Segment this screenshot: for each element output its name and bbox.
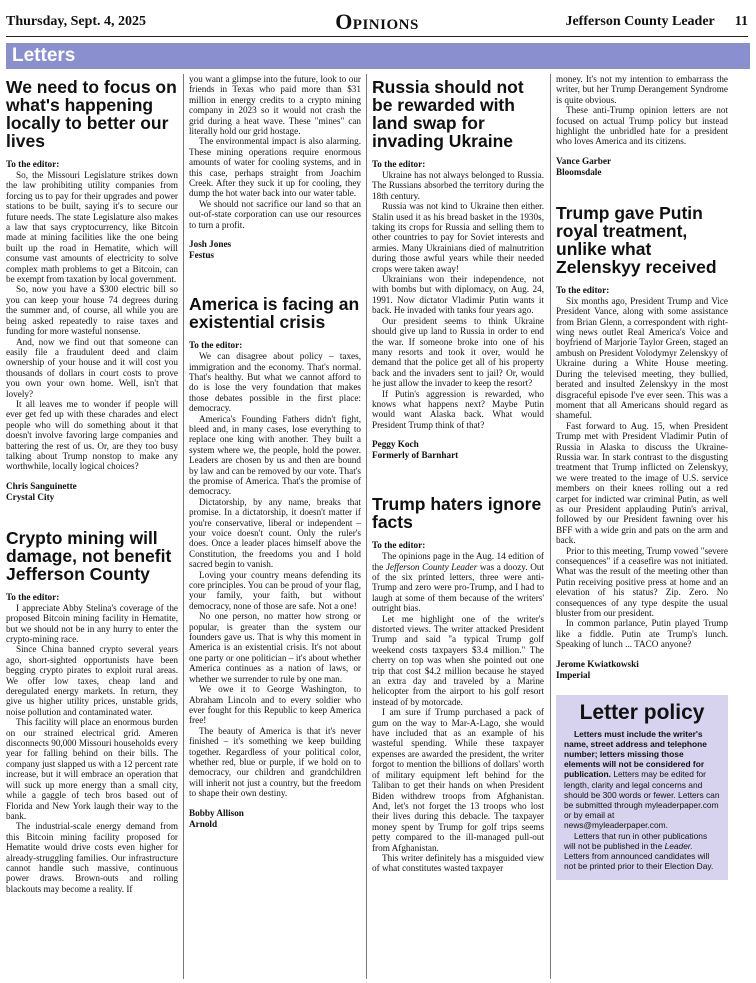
paragraph: The opinions page in the Aug. 14 edition of the Jefferson County Leader was a doozy. Out of the six printed letters, three were anti-Trump and zero were pro-Trump, and I had to laugh at some of them because of the writers' outright bias.	[372, 551, 544, 614]
policy-title: Letter policy	[579, 700, 705, 724]
letter-existential-crisis	[189, 295, 361, 829]
paragraph: Dictatorship, by any name, breaks that promise. In a dictatorship, it doesn't matter if you're conservative, liberal or independent – your voice doesn't count. Only the ruler's does. Once a leader places himself above the Constitution, the freedoms you and I hold sacred begin to vanish.	[189, 496, 361, 570]
paragraph: Six months ago, President Trump and Vice President Vance, along with some assistance from Brian Glenn, a correspondent with right-wing news outlet Real America's Voice and boyfriend of Marjorie Taylor Green, staged an ambush on President Volodymyr Zelenskyy of Ukraine during a White House meeting. During the televised meeting, they bullied, berated and insulted Zelenskyy in the most disgraceful episode I've ever seen. This was a moment that all Americans should regard as shameful.	[556, 295, 728, 421]
letter-trump-haters-continued	[556, 74, 728, 178]
policy-paragraph: Letters that run in other publications will not be published in the Leader. Letters from announced candidates will not be printed prior to their Election Day.	[564, 830, 714, 872]
column-2	[189, 74, 361, 979]
paragraph: The environmental impact is also alarming. These mining operations require enormous amounts of water for cooling systems, and in this case, perhaps straight from Joachim Creek. After they suck it up for cooling, they dump the hot water back into our water table.	[189, 136, 361, 199]
column-rule	[366, 74, 367, 979]
author-town: Formerly of Barnhart	[372, 450, 459, 461]
author-town: Bloomsdale	[556, 166, 602, 177]
paragraph: We should not sacrifice our land so that an out-of-state corporation can use our resources to turn a profit.	[189, 198, 361, 230]
column-3	[372, 74, 544, 979]
paragraph: money. It's not my intention to embarrass the writer, but her Trump Derangement Syndrome is quite obvious.	[556, 74, 728, 105]
paragraph: Since China banned crypto several years ago, short-sighted opportunists have been begging crypto pirates to exploit rural areas. We offer low taxes, cheap land and deregulated energy markets. In return, they give us higher utility prices, unstable grids, noise pollution and contaminated water.	[6, 644, 178, 717]
author-name: Vance Garber	[556, 155, 612, 166]
policy-paragraph: Letters must include the writer's name, street address and telephone number; letters missing those elements will not be considered for publication. Letters may be edited for length, clarity and legal concerns and should be 300 words or fewer. Letters can be submitted through myleaderpaper.com or by email at news@myleaderpaper.com.	[564, 728, 720, 831]
paragraph: In common parlance, Putin played Trump like a fiddle. Putin ate Trump's lunch. Speaking of lunch ... TACO anyone?	[556, 618, 728, 650]
paragraph: We can disagree about policy – taxes, immigration and the economy. That's normal. That's healthy. But what we cannot afford to do is lose the very foundation that makes those debates possible in the first place: democracy.	[189, 351, 361, 414]
author-name: Peggy Koch	[372, 439, 419, 450]
masthead	[6, 8, 748, 37]
paragraph: America's Founding Fathers didn't fight, bleed and, in many cases, lose everything to replace one king with another. They built a system where we, the people, hold the power. Leaders are chosen by us and then are bound by law and can be removed by our vote. That's the promise of America. That's the promise of democracy.	[189, 413, 361, 497]
paragraph: This writer definitely has a misguided view of what constitutes wasted taxpayer	[372, 852, 544, 874]
author-name: Chris Sanguinette	[6, 480, 77, 491]
headline: Crypto mining will damage, not benefit Jefferson County	[6, 527, 172, 584]
author-name: Jerome Kwiatkowski	[556, 658, 639, 669]
letter-trump-haters	[372, 495, 544, 874]
column-rule	[183, 74, 184, 979]
letter-crypto-mining-continued	[189, 74, 361, 261]
paper-title-italic: Leader.	[664, 840, 693, 851]
paragraph: So, now you have a $300 electric bill so you can keep your house 74 degrees during the summer and, of course, all while you are being asked repeatedly to raise taxes and funding for more wasteful nonsense.	[6, 284, 178, 337]
headline: We need to focus on what's happening locally to better our lives	[6, 77, 177, 151]
paper-title-italic: Jefferson County Leader	[385, 561, 478, 572]
paragraph: Ukraine has not always belonged to Russia. The Russians absorbed the territory during the 18th century.	[372, 170, 544, 201]
column-1	[6, 74, 178, 979]
masthead-right	[565, 14, 748, 30]
paper-name: Jefferson County Leader	[565, 14, 715, 29]
paragraph: It all leaves me to wonder if people will ever get fed up with these charades and elect people who will do something about it that doesn't involve favoring large companies and battering the rest of us. Or, are they too busy talking about Trump nonstop to make any worthwhile, locally logical choices?	[6, 398, 178, 472]
headline: Russia should not be rewarded with land swap for invading Ukraine	[372, 77, 524, 151]
signature	[372, 439, 544, 461]
paragraph: Fast forward to Aug. 15, when President Trump met with President Vladimir Putin of Russia in Alaska to discuss the Ukraine-Russia war. In stark contrast to the disgusting treatment that Trump inflicted on Zelenskyy, we were treated to the image of U.S. service members on their knees rolling out a red carpet for indicted war criminal Putin, as well as our President applauding Putin's arrival, followed by our President fawning over his BFF with a wide grin and pats on the arm and back.	[556, 420, 728, 546]
paragraph: Ukrainians won their independence, not with bombs but with diplomacy, on Aug. 24, 1991. Now dictator Vladimir Putin wants it back. He invaded with tanks four years ago.	[372, 274, 544, 316]
paragraph: These anti-Trump opinion letters are not focused on actual Trump policy but instead highlight the unbridled hate for a president who loves America and its citizens.	[556, 105, 728, 147]
salutation: To the editor:	[372, 540, 426, 551]
author-town: Imperial	[556, 669, 591, 680]
page-number: 11	[734, 14, 748, 29]
author-town: Arnold	[189, 818, 218, 829]
letter-putin-royal-treatment	[556, 204, 728, 681]
author-town: Crystal City	[6, 491, 55, 502]
signature	[189, 808, 361, 830]
author-name: Bobby Allison	[189, 807, 244, 818]
headline: Trump gave Putin royal treatment, unlike what Zelenskyy received	[556, 202, 717, 277]
column-rule	[550, 74, 551, 979]
paragraph: Let me highlight one of the writer's distorted views. The writer attacked President Trump and said "a typical Trump golf weekend costs taxpayers $3.4 million." The cherry on top was when she pointed out one trip that cost $4.2 million because he stayed an extra day and traveled by a Marine helicopter from the airport to his golf resort instead of by motorcade.	[372, 613, 544, 707]
letters-banner	[6, 43, 750, 69]
paragraph: The industrial-scale energy demand from this Bitcoin mining facility proposed for Hematite would drive costs even higher for already-struggling families. Our infrastructure cannot handle such massive, continuous power draws. Brown-outs and rolling blackouts may become a reality. If	[6, 821, 178, 894]
author-name: Josh Jones	[189, 239, 232, 250]
issue-date: Thursday, Sept. 4, 2025	[6, 14, 147, 29]
paragraph: Loving your country means defending its core principles. You can be proud of your flag, your family, your faith, but without democracy, none of those are safe. Not a one!	[189, 569, 361, 611]
paragraph: If Putin's aggression is rewarded, who knows what happens next? Maybe Putin would want Alaska back. What would President Trump think of that?	[372, 388, 544, 430]
letter-policy-box	[556, 695, 728, 880]
headline: Trump haters ignore facts	[372, 494, 542, 533]
paragraph: We owe it to George Washington, to Abraham Lincoln and to every soldier who ever fought for this Republic to keep America free!	[189, 684, 361, 726]
letter-local-focus	[6, 78, 178, 503]
headline: America is facing an existential crisis	[189, 294, 360, 333]
signature	[556, 659, 728, 681]
paragraph: The beauty of America is that it's never finished – it's something we keep building together. Regardless of your political color, whether red, blue or purple, if we hold on to democracy, our children and grandchildren will inherit not just a country, but the freedom to shape their own destiny.	[189, 725, 361, 799]
paragraph: Prior to this meeting, Trump vowed "severe consequences" if a ceasefire was not initiated. What was the result of the meeting other than Putin receiving positive press at home and an elevation of his status? Zip. Zero. No consequences of any type despite the usual bluster from our president.	[556, 545, 728, 619]
salutation: To the editor:	[6, 159, 60, 169]
salutation: To the editor:	[6, 591, 60, 602]
paragraph: No one person, no matter how strong or popular, is greater than the system our founders gave us. That is why this moment in America is an existential crisis. It's not about one party or one politician – it's about whether America continues as a nation of laws, or whether we surrender to rule by one man.	[189, 611, 361, 684]
salutation: To the editor:	[189, 340, 243, 351]
banner-label: Letters	[12, 45, 76, 66]
paragraph: Our president seems to think Ukraine should give up land to Russia in order to end the war. If someone broke into one of his many resorts and took it over, would he demand that the police get all of his property back and the invaders sent to jail? Or, would he just allow the invader to keep the resort?	[372, 315, 544, 389]
paragraph: I appreciate Abby Stelina's coverage of the proposed Bitcoin mining facility in Hematite, but we should not be in any hurry to enter the crypto-mining race.	[6, 602, 178, 644]
salutation: To the editor:	[556, 284, 610, 295]
paragraph: you want a glimpse into the future, look to our friends in Texas who paid more than $31 million in energy credits to a crypto mining company in 2023 so it would not crash the grid during a heat wave. These "mines" can literally hold our grid hostage.	[189, 74, 361, 137]
signature	[6, 481, 178, 503]
author-town: Festus	[189, 250, 215, 261]
section-title: Opinions	[335, 9, 419, 34]
paragraph: This facility will place an enormous burden on our strained electrical grid. Ameren disconnects 90,000 Missouri households every year for falling behind on their bills. The company just slapped us with a 12 percent rate increase, but it will embrace an operation that will suck up more energy than a small city, while a gaggle of tech bros based out of Florida and New York laugh their way to the bank.	[6, 717, 178, 821]
signature	[556, 156, 728, 178]
signature	[189, 239, 361, 261]
paragraph: So, the Missouri Legislature strikes down the law prohibiting utility companies from forcing us to pay for their upgrades and power stations to be built, saying it's to secure our future needs. The state Legislature also makes a law that says cryptocurrency, like Bitcoin made at mining facilities like the one being built up the road in Hematite, which will consume vast amounts of electricity to solve complex math problems to get a Bitcoin, can be exempt from taxation by local government.	[6, 170, 178, 285]
letter-crypto-mining	[6, 529, 178, 894]
letter-russia-land-swap	[372, 78, 544, 461]
policy-requirements: Letters must include the writer's name, street address and telephone number; letters missing those elements will not be considered for publication.	[564, 728, 707, 780]
paragraph: And, now we find out that someone can easily file a fraudulent deed and claim ownership of your house and it will cost you thousands of dollars in court costs to prove you own your own home. Well, isn't that lovely?	[6, 336, 178, 399]
column-4	[556, 74, 728, 979]
paragraph: I am sure if Trump purchased a pack of gum on the way to Mar-A-Lago, she would have included that as an example of his wasteful spending. While these taxpayer expenses are awarded the president, the writer forgot to mention the billions of dollars' worth of military equipment left behind for the Taliban to get their hands on when President Biden withdrew troops from Afghanistan. And, let's not forget the 13 troops who lost their lives during this debacle. The taxpayer money spent by Trump for golf trips seems petty compared to the ill-managed pull-out from Afghanistan.	[372, 707, 544, 853]
salutation: To the editor:	[372, 159, 426, 169]
paragraph: Russia was not kind to Ukraine then either. Stalin used it as his bread basket in the 1930s, taking its crops for Russia and selling them to other countries to pay for Soviet interests and armies. Many Ukrainians died of malnutrition during those awful years while their needed crops were taken away!	[372, 201, 544, 274]
